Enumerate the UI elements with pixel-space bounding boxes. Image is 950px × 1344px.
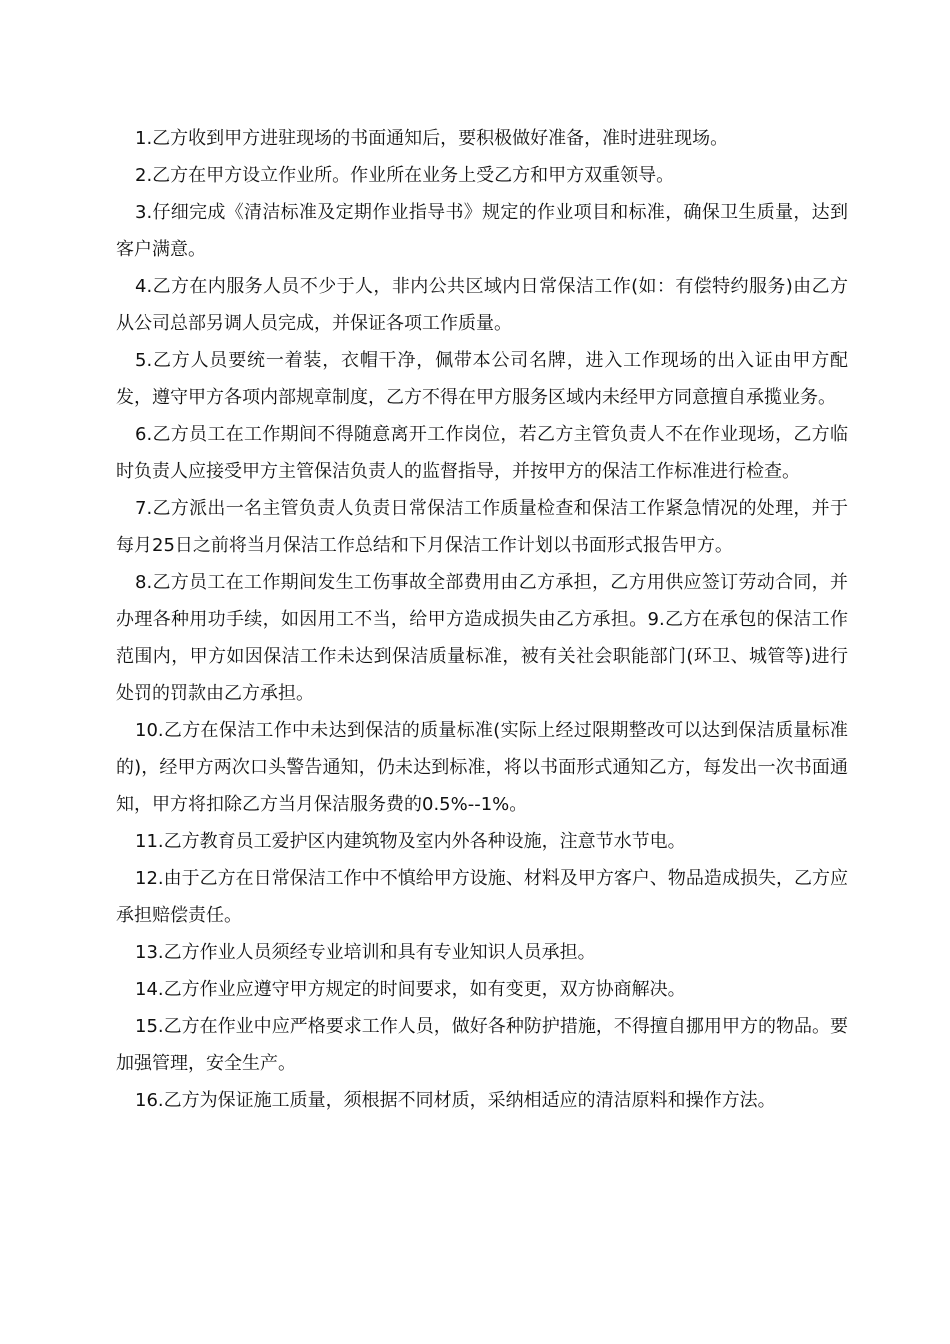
clause-14: 14.乙方作业应遵守甲方规定的时间要求，如有变更，双方协商解决。 xyxy=(135,979,686,1000)
clause-12: 12.由于乙方在日常保洁工作中不慎给甲方设施、材料及甲方客户、物品造成损失，乙方应承担赔偿责任。 xyxy=(116,868,848,926)
clause-8-9: 8.乙方员工在工作期间发生工伤事故全部费用由乙方承担，乙方用供应签订劳动合同，并办理各种用功手续，如因用工不当，给甲方造成损失由乙方承担。9.乙方在承包的保洁工作范围内，甲方如因保洁工作未达到保洁质量标准，被有关社会职能部门(环卫、城管等)进行处罚的罚款由乙方承担。 xyxy=(116,572,848,704)
clause-2: 2.乙方在甲方设立作业所。作业所在业务上受乙方和甲方双重领导。 xyxy=(135,165,675,186)
clause-6: 6.乙方员工在工作期间不得随意离开工作岗位，若乙方主管负责人不在作业现场，乙方临时负责人应接受甲方主管保洁负责人的监督指导，并按甲方的保洁工作标准进行检查。 xyxy=(116,424,848,482)
clause-1: 1.乙方收到甲方进驻现场的书面通知后，要积极做好准备，准时进驻现场。 xyxy=(135,128,729,149)
clause-4: 4.乙方在内服务人员不少于人，非内公共区域内日常保洁工作(如：有偿特约服务)由乙方从公司总部另调人员完成，并保证各项工作质量。 xyxy=(116,276,848,334)
document-body xyxy=(116,120,848,1119)
clause-5: 5.乙方人员要统一着装，衣帽干净，佩带本公司名牌，进入工作现场的出入证由甲方配发，遵守甲方各项内部规章制度，乙方不得在甲方服务区域内未经甲方同意擅自承揽业务。 xyxy=(116,350,848,408)
clause-15: 15.乙方在作业中应严格要求工作人员，做好各种防护措施，不得擅自挪用甲方的物品。要加强管理，安全生产。 xyxy=(116,1016,848,1074)
clause-3: 3.仔细完成《清洁标准及定期作业指导书》规定的作业项目和标准，确保卫生质量，达到客户满意。 xyxy=(116,202,848,260)
clause-11: 11.乙方教育员工爱护区内建筑物及室内外各种设施，注意节水节电。 xyxy=(135,831,686,852)
clause-7: 7.乙方派出一名主管负责人负责日常保洁工作质量检查和保洁工作紧急情况的处理，并于每月25日之前将当月保洁工作总结和下月保洁工作计划以书面形式报告甲方。 xyxy=(116,498,848,556)
clause-10: 10.乙方在保洁工作中未达到保洁的质量标准(实际上经过限期整改可以达到保洁质量标准的)，经甲方两次口头警告通知，仍未达到标准，将以书面形式通知乙方，每发出一次书面通知，甲方将扣除乙方当月保洁服务费的0.5%--1%。 xyxy=(116,720,848,815)
clause-16: 16.乙方为保证施工质量，须根据不同材质，采纳相适应的清洁原料和操作方法。 xyxy=(135,1090,776,1111)
clause-13: 13.乙方作业人员须经专业培训和具有专业知识人员承担。 xyxy=(135,942,596,963)
